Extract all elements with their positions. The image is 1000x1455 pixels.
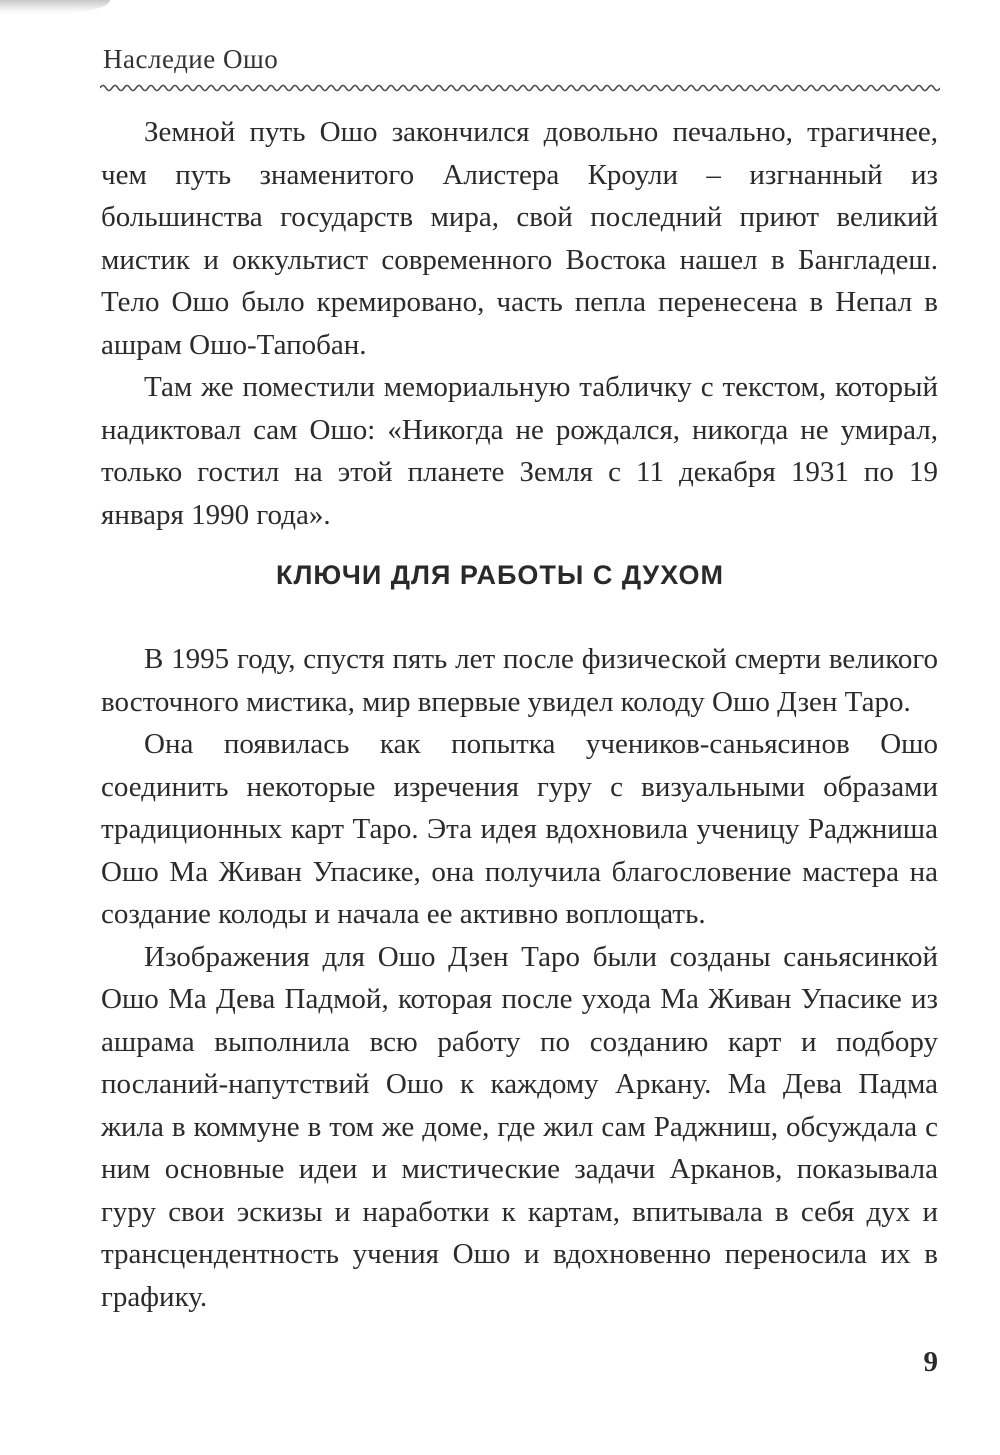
section-paragraph-1: В 1995 году, спустя пять лет после физической смерти великого восточного мистика, мир впервые увидел колоду Ошо Дзен Таро. — [101, 643, 938, 718]
section-paragraph-2: Она появилась как попытка учеников-саньясинов Ошо соединить некоторые изречения гуру с визуальными образами традиционных карт Таро. Эта идея вдохновила ученицу Раджниша Ошо Ма Живан Упасике, она получила благословение мастера на создание колоды и начала ее активно воплощать. — [101, 728, 938, 930]
page-corner-shadow — [0, 0, 110, 14]
section-text-block — [101, 638, 938, 1318]
running-header-title: Наследие Ошо — [103, 44, 279, 74]
wavy-divider-rule — [100, 80, 940, 96]
intro-paragraph-1: Земной путь Ошо закончился довольно печально, трагичнее, чем путь знаменитого Алистера Кроули – изгнанный из большинства государств мира, свой последний приют великий мистик и оккультист современного Востока нашел в Бангладеш. Тело Ошо было кремировано, часть пепла перенесена в Непал в ашрам Ошо-Тапобан. — [101, 116, 938, 361]
page-number: 9 — [923, 1346, 938, 1378]
intro-paragraph-2: Там же поместили мемориальную табличку с текстом, который надиктовал сам Ошо: «Никогда не рождался, никогда не умирал, только гостил на этой планете Земля с 11 декабря 1931 по 19 января 1990 года». — [101, 371, 938, 531]
section-paragraph-3: Изображения для Ошо Дзен Таро были созданы саньясинкой Ошо Ма Дева Падмой, которая после ухода Ма Живан Упасике из ашрама выполнила всю работу по созданию карт и подбору посланий-напутствий Ошо к каждому Аркану. Ма Дева Падма жила в коммуне в том же доме, где жил сам Раджниш, обсуждала с ним основные идеи и мистические задачи Арканов, показывала гуру свои эскизы и наработки к картам, впитывала в себя дух и трансцендентность учения Ошо и вдохновенно переносила их в графику. — [101, 940, 938, 1313]
section-heading: КЛЮЧИ ДЛЯ РАБОТЫ С ДУХОМ — [275, 560, 724, 590]
intro-text-block — [101, 111, 938, 536]
